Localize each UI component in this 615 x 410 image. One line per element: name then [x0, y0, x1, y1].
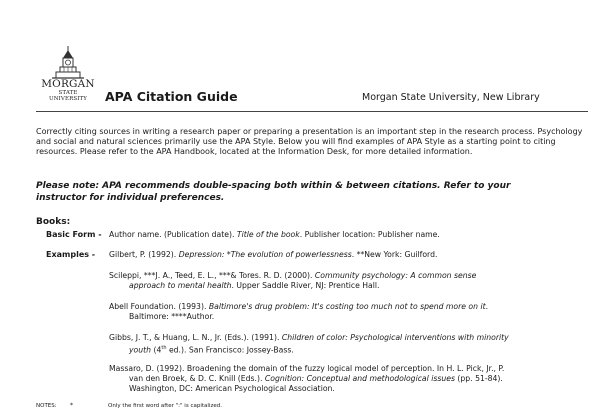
spacing-note-line2: instructor for individual preferences.	[36, 193, 225, 203]
logo-wordmark: MORGAN	[41, 78, 95, 90]
example-citation-2: Scileppi, ***J. A., Teed, E. L., ***& Tores. R. D. (2000). Community psychology: A common sense approach to mental health. Upper Saddle River, NJ: Prentice Hall.	[109, 271, 477, 290]
example-citation-1: Gilbert, P. (1992). Depression: *The evolution of powerlessness. **New York: Guilford.	[109, 250, 438, 259]
header-divider	[36, 111, 588, 112]
basic-form-text	[109, 230, 440, 240]
basic-form-label: Basic Form -	[46, 230, 102, 239]
example-citation-4: Gibbs, J. T., & Huang, L. N., Jr. (Eds.). (1991). Children of color: Psychological interventions with minority youth (4th ed.). San Francisco: Jossey-Bass.	[109, 333, 509, 355]
page-title: APA Citation Guide	[105, 89, 238, 104]
basic-form-author: Author name. (Publication date).	[109, 230, 237, 239]
clock-tower-icon	[38, 46, 98, 80]
examples-label: Examples -	[46, 250, 96, 259]
basic-form-title: Title of the book	[236, 230, 300, 239]
basic-form-publisher: . Publisher location: Publisher name.	[299, 230, 440, 239]
spacing-note-line1: Please note: APA recommends double-spacing both within & between citations. Refer to your	[36, 181, 511, 191]
spacing-note	[36, 180, 596, 204]
notes-text: Only the first word after ":" is capitalized.	[108, 403, 222, 409]
logo-subtext: STATE UNIVERSITY	[49, 90, 87, 102]
notes-bullet: *	[70, 402, 73, 409]
example-citation-3: Abell Foundation. (1993). Baltimore's drug problem: It's costing too much not to spend more on it. Baltimore: ****Author.	[109, 302, 489, 321]
books-heading: Books:	[36, 217, 71, 227]
institution-name: Morgan State University, New Library	[362, 92, 540, 103]
intro-paragraph: Correctly citing sources in writing a research paper or preparing a presentation is an important step in the research process. Psychology and social and natural sciences primarily use the APA Style. Below you will find examples of APA Style as a starting point to citing resources. Please refer to the APA Handbook, located at the Information Desk, for more detailed information.	[36, 127, 583, 156]
notes-label: NOTES:	[36, 403, 57, 409]
example-citation-5: Massaro, D. (1992). Broadening the domain of the fuzzy logical model of perception. In H. L. Pick, Jr., P. van den Broek, & D. C. Knill (Eds.). Cognition: Conceptual and methodological issues (pp. 51-84). Washington, DC: American Psychological Association.	[109, 364, 505, 393]
